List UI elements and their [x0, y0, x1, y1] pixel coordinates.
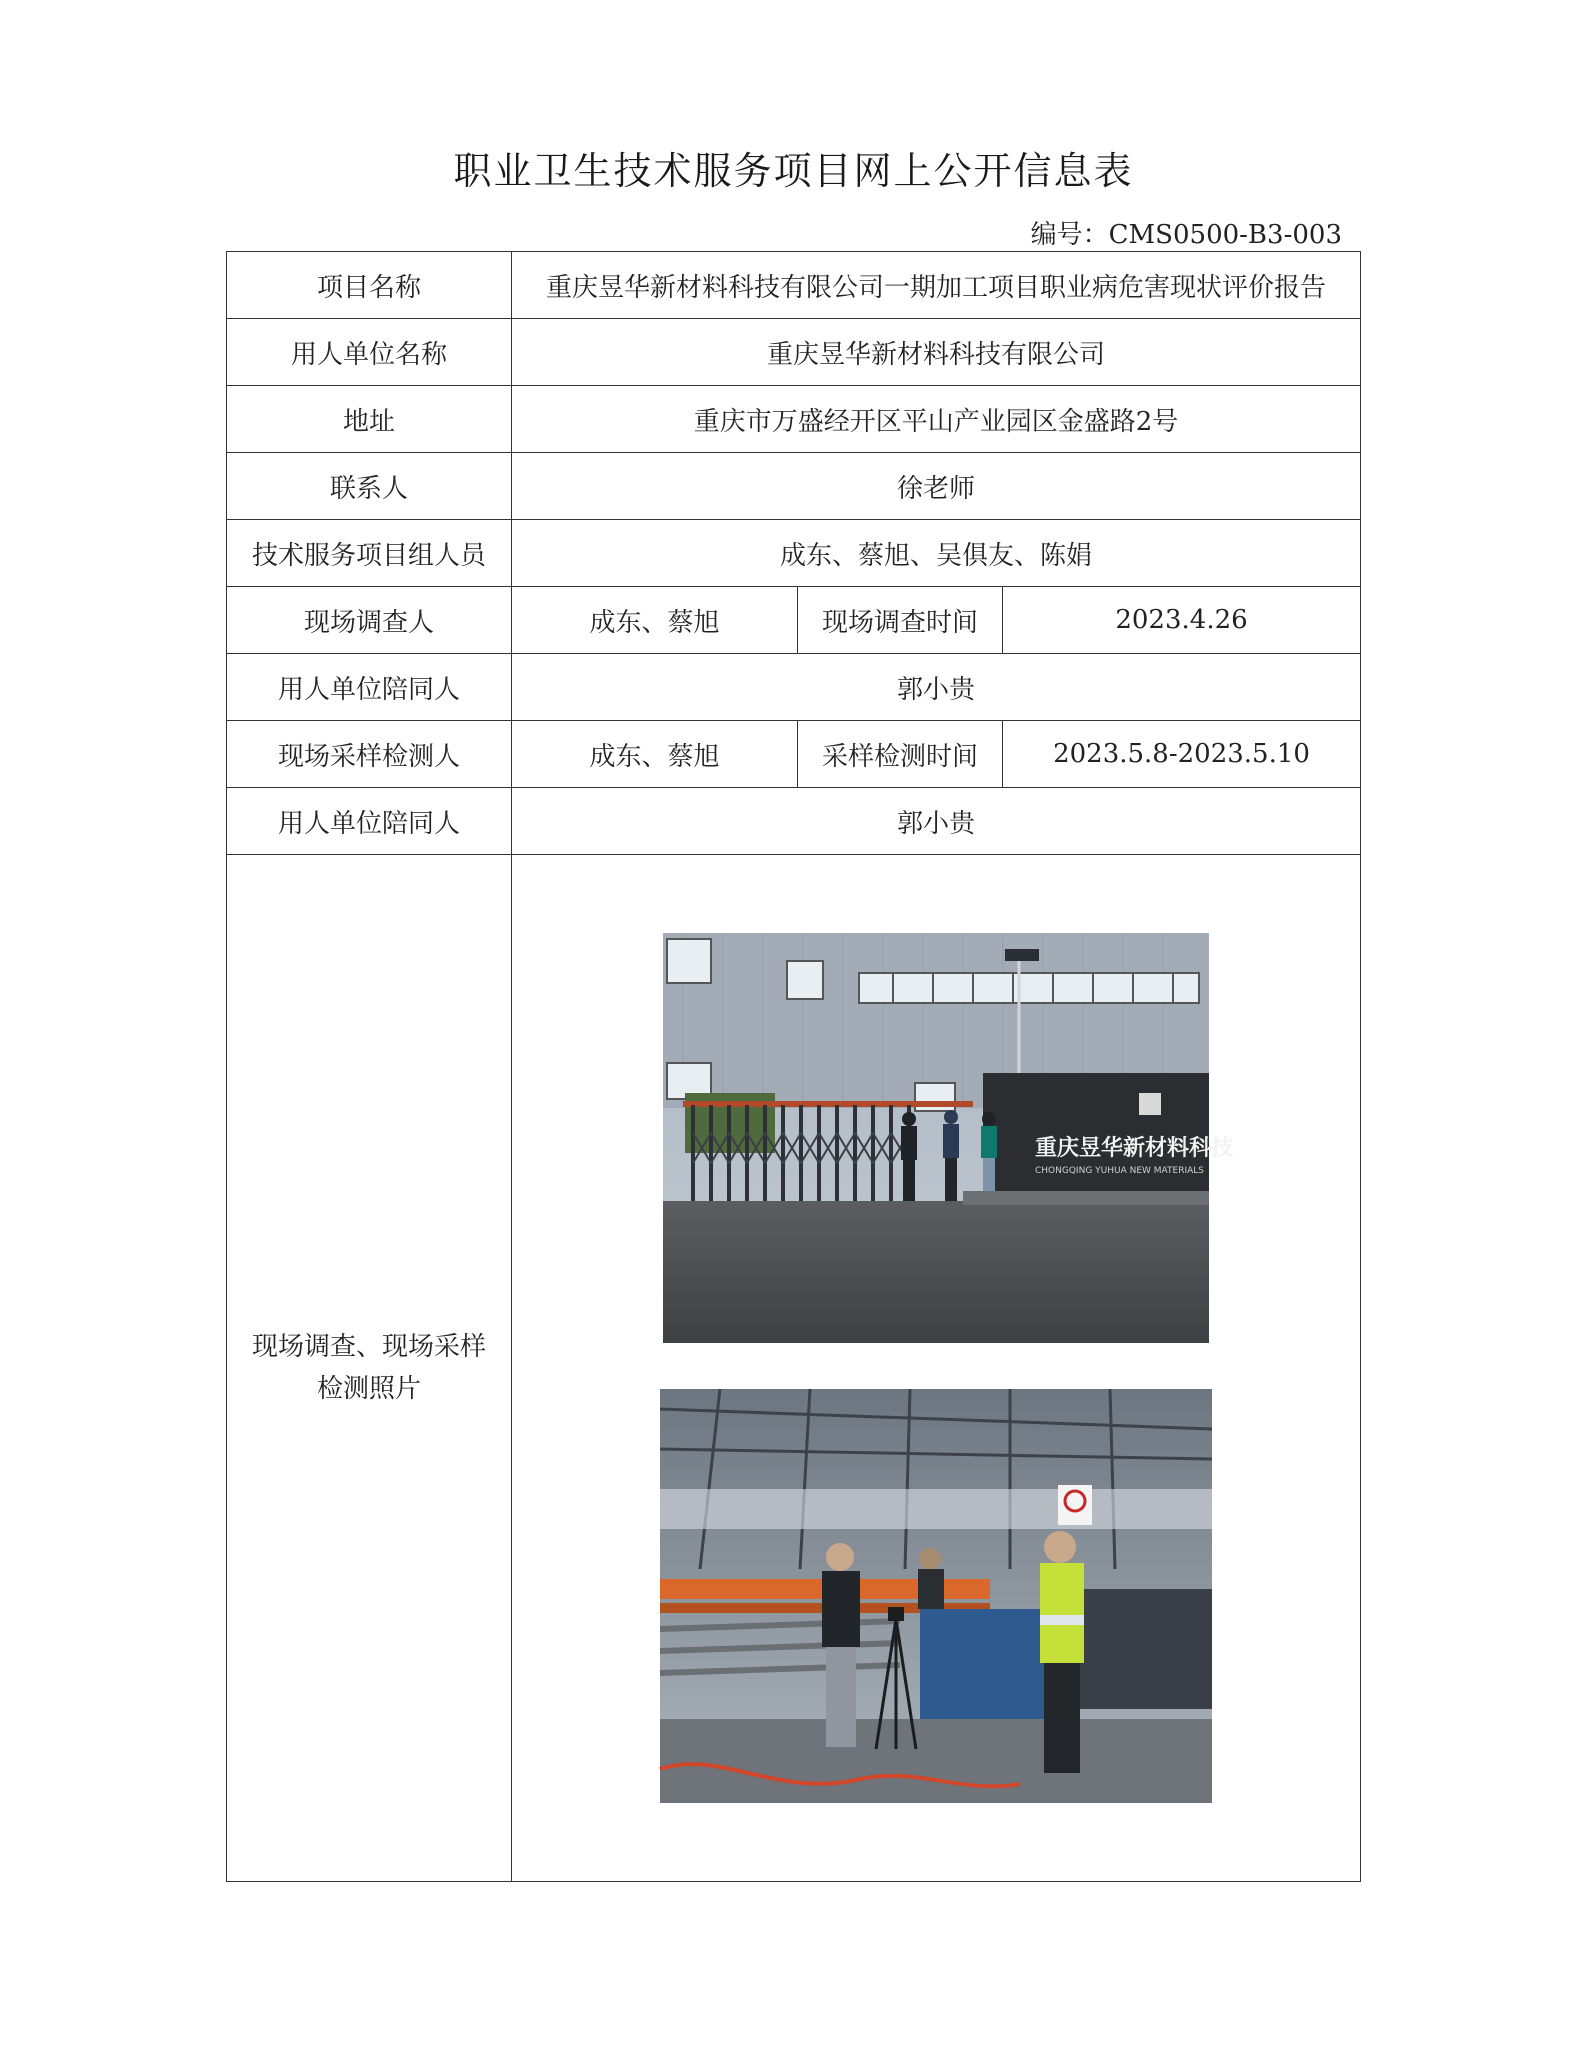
gate-sign-subtext: CHONGQING YUHUA NEW MATERIALS [1035, 1166, 1204, 1176]
photo-factory-gate [663, 933, 1234, 1343]
label-escort-2: 用人单位陪同人 [227, 788, 512, 855]
label-escort-1: 用人单位陪同人 [227, 654, 512, 721]
row-employer-name [227, 319, 1361, 386]
value-team-members: 成东、蔡旭、吴俱友、陈娟 [512, 520, 1361, 587]
value-site-investigators: 成东、蔡旭 [512, 587, 798, 654]
document-number: 编号：CMS0500-B3-003 [1030, 220, 1342, 250]
label-site-investigators: 现场调查人 [227, 587, 512, 654]
row-project-name [227, 252, 1361, 319]
label-project-name: 项目名称 [227, 252, 512, 319]
value-escort-2: 郭小贵 [512, 788, 1361, 855]
value-contact: 徐老师 [512, 453, 1361, 520]
row-escort-1 [227, 654, 1361, 721]
row-photos [227, 855, 1361, 1882]
value-escort-1: 郭小贵 [512, 654, 1361, 721]
value-address: 重庆市万盛经开区平山产业园区金盛路2号 [512, 386, 1361, 453]
label-team-members: 技术服务项目组人员 [227, 520, 512, 587]
row-samplers [227, 721, 1361, 788]
page-title: 职业卫生技术服务项目网上公开信息表 [453, 149, 1134, 193]
row-address [227, 386, 1361, 453]
label-employer-name: 用人单位名称 [227, 319, 512, 386]
value-project-name: 重庆昱华新材料科技有限公司一期加工项目职业病危害现状评价报告 [512, 252, 1361, 319]
label-sampling-time: 采样检测时间 [798, 721, 1003, 788]
value-sampling-time: 2023.5.8-2023.5.10 [1003, 721, 1361, 788]
photo-workshop-sampling [660, 1389, 1212, 1803]
photos-label-line2: 检测照片 [316, 1374, 421, 1404]
value-investigation-time: 2023.4.26 [1003, 587, 1361, 654]
label-samplers: 现场采样检测人 [227, 721, 512, 788]
label-investigation-time: 现场调查时间 [798, 587, 1003, 654]
label-address: 地址 [227, 386, 512, 453]
label-photos [227, 855, 512, 1882]
value-samplers: 成东、蔡旭 [512, 721, 798, 788]
value-employer-name: 重庆昱华新材料科技有限公司 [512, 319, 1361, 386]
info-table [226, 251, 1361, 1882]
row-site-investigators [227, 587, 1361, 654]
label-contact: 联系人 [227, 453, 512, 520]
photos-label-line1: 现场调查、现场采样 [251, 1332, 486, 1362]
row-escort-2 [227, 788, 1361, 855]
gate-sign-text: 重庆昱华新材料科技 [1035, 1136, 1234, 1161]
row-team-members [227, 520, 1361, 587]
photos-cell [512, 855, 1361, 1882]
row-contact [227, 453, 1361, 520]
